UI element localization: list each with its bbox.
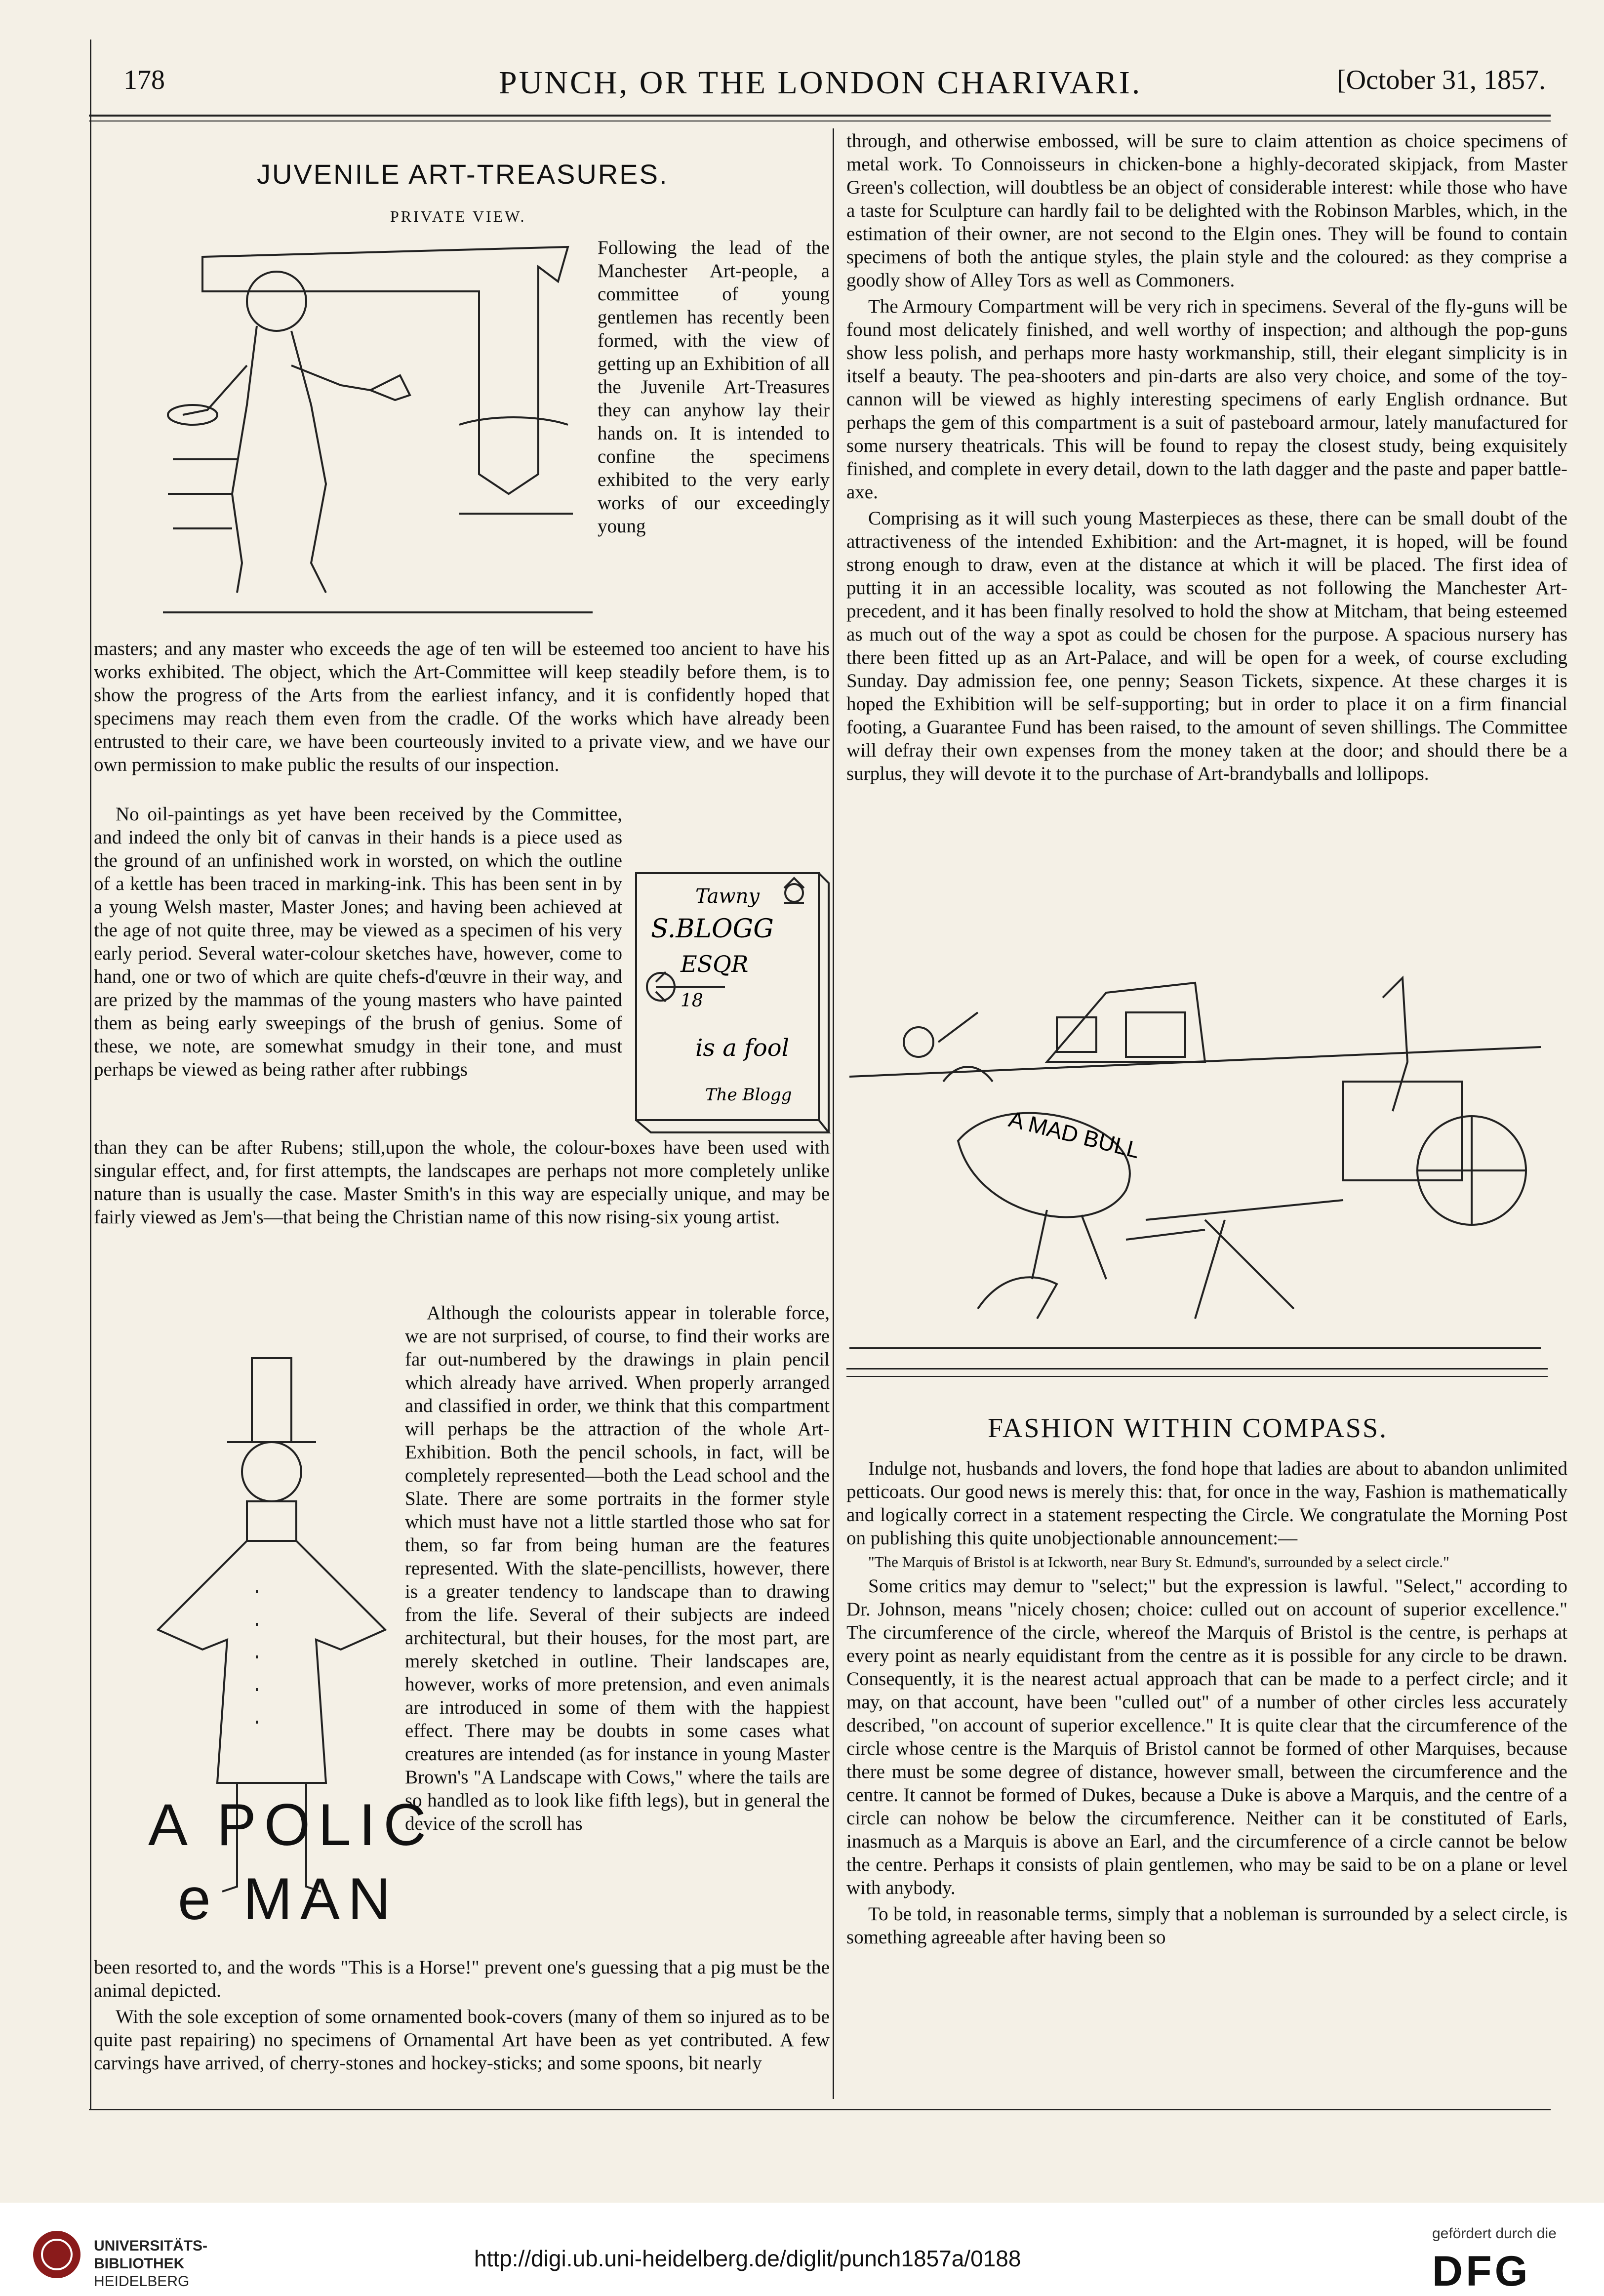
caption-line1: A POLIC xyxy=(148,1792,434,1858)
library-logo-text xyxy=(94,2237,207,2291)
source-url-link[interactable]: http://digi.ub.uni-heidelberg.de/diglit/punch1857a/0188 xyxy=(474,2246,1021,2271)
logo-line2: BIBLIOTHEK xyxy=(94,2256,185,2272)
book-text-line4: 18 xyxy=(681,991,703,1011)
boy-painting-illustration xyxy=(163,237,598,622)
page-header xyxy=(123,64,1546,119)
paragraph: Following the lead of the Manchester Art-people, a committee of young gentlemen has recently been formed, with the view of getting up an Exhibition of all the Juvenile Art-Treasures they can anyhow lay their hands on. It is intended to confine the specimens exhibited to the very early works of our exceedingly young xyxy=(598,237,830,537)
article1-intro-narrow xyxy=(598,236,830,541)
book-text-line3: ESQR xyxy=(681,951,749,977)
paragraph: through, and otherwise embossed, will be sure to claim attention as choice specimens of metal work. To Connoisseurs in chicken-bone a highly-decorated skipjack, from Master Green's collection, will doubtless be an object of considerable interest: while those who have a taste for Sculpture can hardly fail to be delighted with the Robinson Marbles, which, in the estimation of their owner, are not second to the Elgin ones. They will be found to contain specimens of both the antique styles, the plain style and the coloured: as they comprise a goodly show of Alley Tors as well as Commoners. xyxy=(846,130,1567,291)
book-text-line5: is a fool xyxy=(695,1034,790,1062)
quotation: "The Marquis of Bristol is at Ickworth, near Bury St. Edmund's, surrounded by a select circle." xyxy=(868,1553,1449,1571)
policeman-caption xyxy=(148,1788,434,1936)
book-text-line1: Tawny xyxy=(695,885,760,908)
article-title: JUVENILE ART-TREASURES. xyxy=(257,159,669,190)
bull-label: A MAD BULL xyxy=(1006,1106,1143,1164)
paragraph: To be told, in reasonable terms, simply that a nobleman is surrounded by a select circle, is something agreeable after having been so xyxy=(846,1903,1567,1948)
section-rule xyxy=(846,1368,1548,1370)
book-cover-illustration xyxy=(626,868,834,1135)
caption-line2: e MAN xyxy=(178,1866,399,1932)
funded-by-text: gefördert durch die xyxy=(1432,2225,1557,2242)
paragraph: Some critics may demur to "select;" but the expression is lawful. "Select," according to Dr. Johnson, means "nicely chosen; choice: culled out on account of superior excellence." The circumference of the circle, whereof the Marquis of Bristol is the centre, is perhaps at every point as nearly equidistant from the centre as it is possible for any circle to be drawn. Consequently, it is the nearest actual approach that can be made to a perfect circle; and it may, on that account, have been "culled out" of a number of other circles less accurately described, "on account of superior excellence." It is quite clear that the circumference of the circle whose centre is the Marquis of Bristol cannot be formed of other Marquises, because there must be some degree of distance, however small, between the circumference and the centre. It cannot be formed of Dukes, because a Duke is above a Marquis, and the centre of a circle can nohow be below the circumference. Neither can it be constituted of Earls, inasmuch as a Marquis is above an Earl, and the circumference of a circle cannot be below the centre. Perhaps it consists of plain gentlemen, who may be said to be on a plane or level with anybody. xyxy=(846,1575,1567,1898)
logo-line1: UNIVERSITÄTS- xyxy=(94,2238,208,2254)
paragraph: masters; and any master who exceeds the age of ten will be esteemed too ancient to have his works exhibited. The object, which the Art-Committee will keep steadily before them, is to show the progress of the Arts from the earliest infancy, and it is confidently hoped that specimens may reach them even from the cradle. Of the works which have already been entrusted to their care, we have been courteously invited to a private view, and we have our own permission to make public the results of our inspection. xyxy=(94,638,830,775)
article1-col1-block5 xyxy=(94,1956,830,2078)
paragraph: With the sole exception of some ornamented book-covers (many of them so injured as to be quite past repairing) no specimens of Ornamental Art have been as yet contributed. A few carvings have arrived, of cherry-stones and hockey-sticks; and some spoons, bit nearly xyxy=(94,2006,830,2074)
paragraph: been resorted to, and the words "This is a Horse!" prevent one's guessing that a pig must be the animal depicted. xyxy=(94,1957,830,2001)
mad-bull-illustration xyxy=(849,963,1551,1353)
article1-col1-block1 xyxy=(94,637,830,779)
university-seal-icon xyxy=(30,2227,84,2282)
paragraph: Comprising as it will such young Masterpieces as these, there can be small doubt of the attractiveness of the intended Exhibition: and the Art-magnet, it is hoped, will be found strong enough to draw, even at the distance at which it will be placed. The first idea of putting it in an accessible locality, was scouted as not following the Manchester Art-precedent, and it has been finally resolved to hold the show at Mitcham, that being esteemed as much out of the way a spot as could be chosen for the purpose. A spacious nursery has there been fitted up as an Art-Palace, and will be open for a week, of course excluding Sunday. Day admission fee, one penny; Season Tickets, sixpence. At these charges it is hoped the Exhibition will be self-supporting; but in order to place it on a firm financial footing, a Guarantee Fund has been raised, to the amount of seven shillings. The Committee will defray their own expenses from the money taken at the door; and should there be a surplus, they will devote it to the purchase of Art-brandyballs and lollipops. xyxy=(846,508,1567,784)
bottom-rule xyxy=(89,2109,1551,2110)
left-margin-rule xyxy=(90,40,91,2109)
paragraph: Although the colourists appear in tolerable force, we are not surprised, of course, to find their works are far out-numbered by the drawings in plain pencil which already have arrived. When properly arranged and classified in order, we think that this compartment will perhaps be the attraction of the whole Art-Exhibition. Both the pencil schools, in fact, will be completely represented—both the Lead school and the Slate. There are some portraits in the former style which must have not a little startled those who sat for them, so far from being human are the features represented. With the slate-pencillists, however, there is a greater tendency to landscape than to drawing from the life. Several of their subjects are indeed architectural, but their houses, for the most part, are merely sketched in outline. Their landscapes are, however, works of more pretension, and even animals are introduced in some of them with the happiest effect. There may be doubts in some cases what creatures are intended (as for instance in young Master Brown's "A Landscape with Cows," where the tails are so handled as to look like fifth legs), but in general the device of the scroll has xyxy=(405,1302,830,1834)
issue-date: [October 31, 1857. xyxy=(1336,65,1546,95)
book-text-line2: S.BLOGG xyxy=(651,914,774,944)
header-rule xyxy=(89,115,1551,117)
dfg-logo: DFG xyxy=(1432,2248,1531,2295)
article-subtitle: PRIVATE VIEW. xyxy=(390,207,526,225)
book-text-line6: The Blogg xyxy=(705,1085,792,1105)
masthead-title: PUNCH, OR THE LONDON CHARIVARI. xyxy=(499,65,1142,101)
paragraph: No oil-paintings as yet have been received by the Committee, and indeed the only bit of canvas in their hands is a piece used as the ground of an unfinished work in worsted, on which the outline of a kettle has been traced in marking-ink. This has been sent in by a young Welsh master, Master Jones; and having been achieved at the age of not quite three, may be viewed as a specimen of his very early period. Several water-colour sketches have, however, come to hand, one or two of which are quite chefs-d'œuvre in their way, and are prized by the mammas of the young masters who have painted them as being early sweepings of the brush of genius. Some of these, we note, are somewhat smudgy in their tone, and must perhaps be viewed as being rather after rubbings xyxy=(94,804,622,1080)
section-rule-2 xyxy=(846,1376,1548,1377)
paragraph: Indulge not, husbands and lovers, the fond hope that ladies are about to abandon unlimited petticoats. Our good news is merely this: that, for once in the way, Fashion is mathematically and logically correct in a statement respecting the Circle. We congratulate the Morning Post on publishing this quite unobjectionable announcement:— xyxy=(846,1458,1567,1549)
article1-col1-block3 xyxy=(94,1136,830,1232)
article2-body xyxy=(846,1457,1567,1952)
paragraph: The Armoury Compartment will be very rich in specimens. Several of the fly-guns will be found most delicately finished, and well worthy of inspection; and although the pop-guns show less polish, and perhaps more hasty workmanship, still, their elegant simplicity is in itself a beauty. The pea-shooters and pin-darts are also very choice, and some of the toy-cannon will be viewed as highly interesting specimens of early English ordnance. But perhaps the gem of this compartment is a suit of pasteboard armour, lately manufactured for some nursery theatricals. This will be found to repay the closest study, being exquisitely finished, and complete in every detail, down to the lath dagger and the paste and paper battle-axe. xyxy=(846,296,1567,503)
page-number: 178 xyxy=(123,65,165,95)
logo-line3: HEIDELBERG xyxy=(94,2273,190,2290)
article1-col1-block2 xyxy=(94,803,622,1084)
paragraph: than they can be after Rubens; still,upon the whole, the colour-boxes have been used with singular effect, and, for first attempts, the landscapes are perhaps not more completely unlike nature than is usually the case. Master Smith's in this way are especially unique, and may be fairly viewed as Jem's—that being the Christian name of this now rising-six young artist. xyxy=(94,1137,830,1228)
article1-col1-block4 xyxy=(405,1301,830,1838)
article1-col2 xyxy=(846,129,1567,788)
article2-title: FASHION WITHIN COMPASS. xyxy=(988,1413,1388,1444)
digitization-footer xyxy=(0,2203,1604,2296)
